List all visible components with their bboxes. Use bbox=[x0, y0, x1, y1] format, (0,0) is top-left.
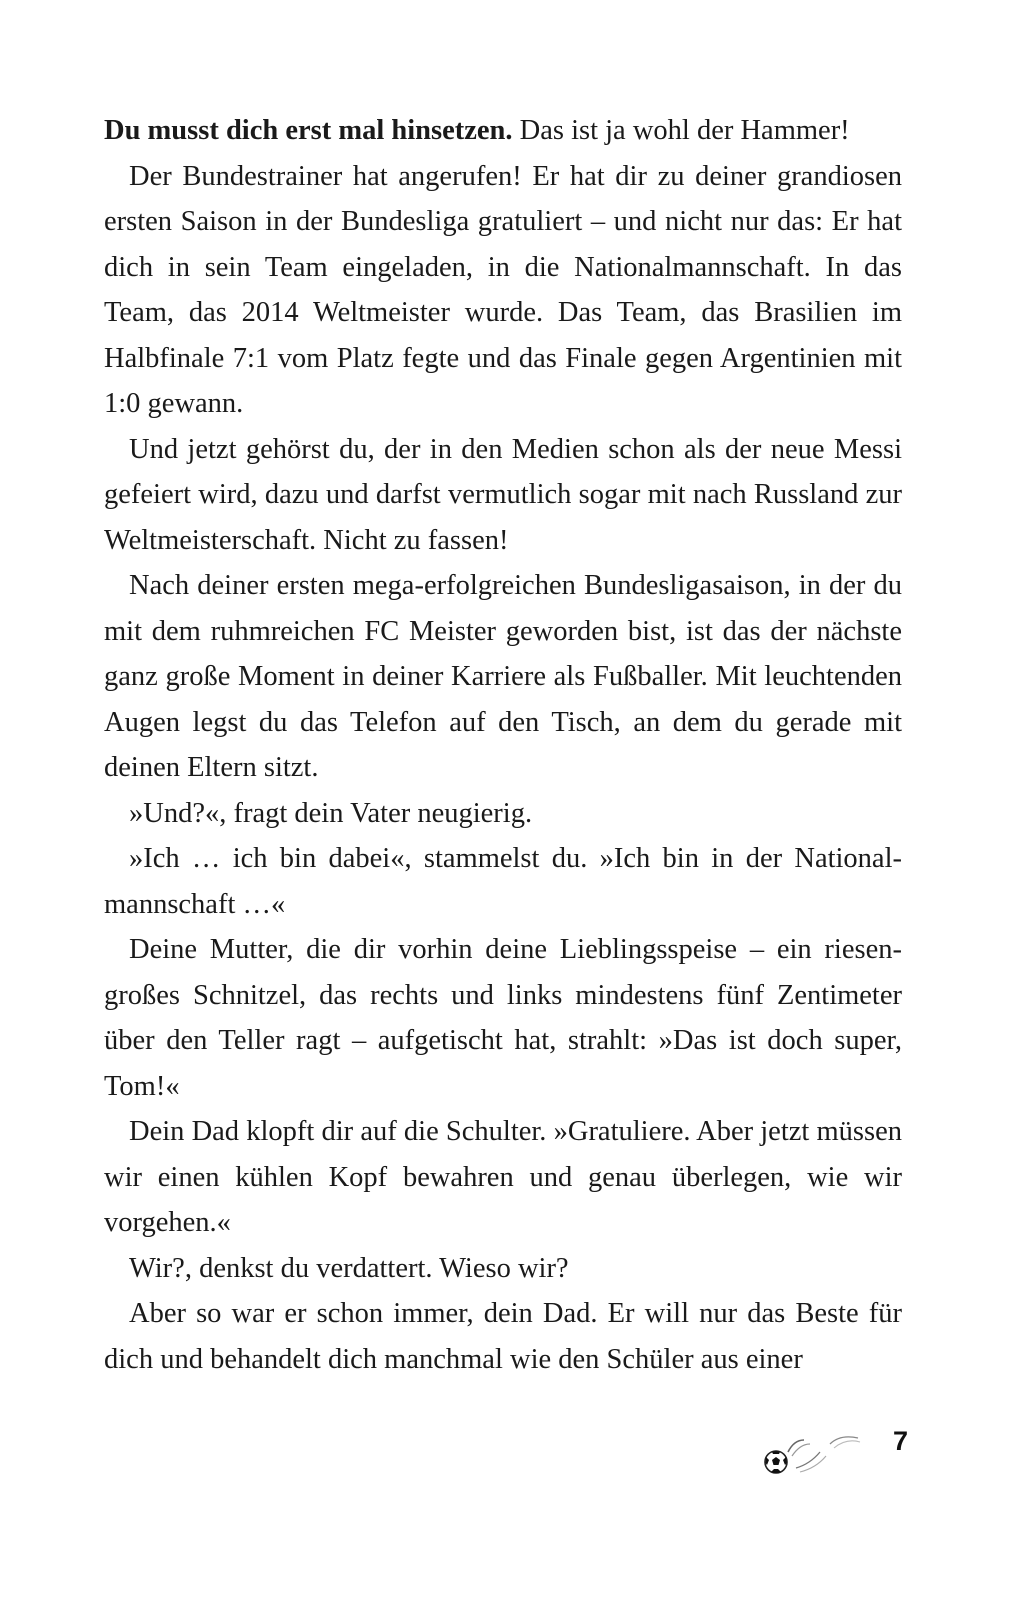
paragraph-7: Deine Mutter, die dir vorhin deine Lieblingsspeise – ein riesengroßes Schnitzel, das rechts und links mindestens fünf Zentimeter über den Teller ragt – aufgetischt hat, strahlt: »Das ist doch super, Tom!« bbox=[104, 934, 902, 1102]
paragraph-1-text: Das ist ja wohl der Hammer! bbox=[519, 115, 850, 146]
paragraph-4: Nach deiner ersten mega-erfolgreichen Bundesligasaison, in der du mit dem ruhmreichen FC Meister geworden bist, ist das der nächste ganz große Moment in deiner Karriere als Fußballer. Mit leuchtenden Augen legst du das Telefon auf den Tisch, an dem du gerade mit deinen Eltern sitzt. bbox=[104, 570, 902, 783]
paragraph-6: »Ich … ich bin dabei«, stammelst du. »Ich bin in der Nationalmannschaft …« bbox=[104, 843, 902, 920]
paragraph-1 bbox=[104, 108, 902, 154]
paragraph-8: Dein Dad klopft dir auf die Schulter. »Gratuliere. Aber jetzt müssen wir einen kühlen Kopf bewahren und genau überlegen, wie wir vorgehen.« bbox=[104, 1116, 902, 1238]
page-number: 7 bbox=[893, 1426, 909, 1456]
paragraph-10: Aber so war er schon immer, dein Dad. Er will nur das Beste für dich und behandelt dich manchmal wie den Schüler aus einer bbox=[104, 1298, 902, 1375]
paragraph-3: Und jetzt gehörst du, der in den Medien schon als der neue Messi gefeiert wird, dazu und darfst vermutlich sogar mit nach Russland zur Weltmeisterschaft. Nicht zu fassen! bbox=[104, 433, 902, 556]
page-footer bbox=[760, 1430, 910, 1490]
paragraph-2: Der Bundestrainer hat angerufen! Er hat dir zu deiner grandiosen ersten Saison in der Bundesliga gratuliert – und nicht nur das: Er hat dich in sein Team eingeladen, in die Nationalmannschaft. In das Team, das 2014 Weltmeister wurde. Das Team, das Brasilien im Halbfinale 7:1 vom Platz fegte und das Finale gegen Argentinien mit 1:0 gewann. bbox=[104, 160, 902, 419]
soccer-ball-icon bbox=[760, 1430, 910, 1490]
paragraph-5: »Und?«, fragt dein Vater neugierig. bbox=[129, 797, 533, 829]
lead-sentence: Du musst dich erst mal hinsetzen. bbox=[104, 115, 513, 146]
paragraph-9: Wir?, denkst du verdattert. Wieso wir? bbox=[129, 1252, 569, 1284]
page-body bbox=[104, 108, 902, 1382]
